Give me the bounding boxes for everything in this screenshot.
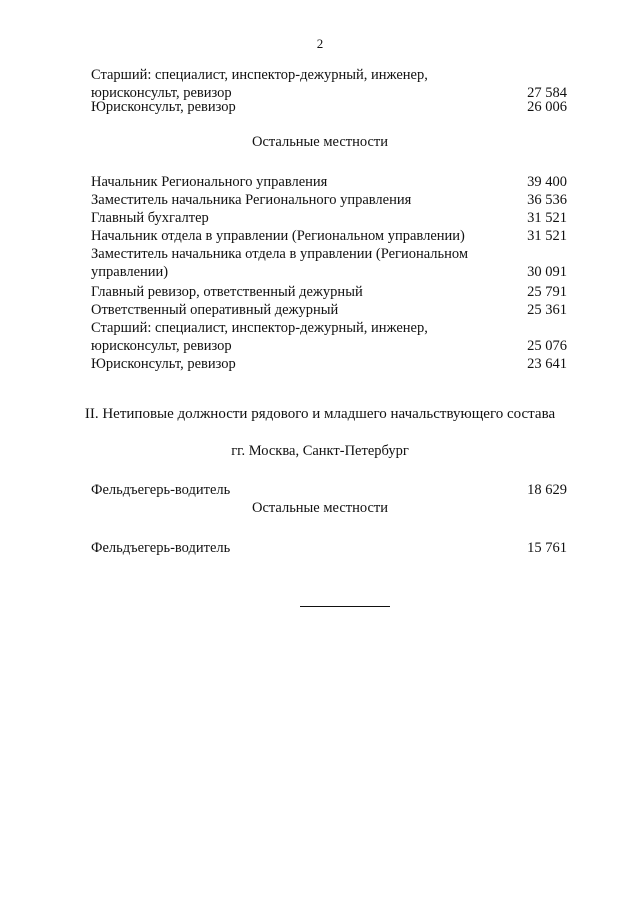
salary-value: 23 641 (527, 356, 567, 372)
salary-value: 25 361 (527, 302, 567, 318)
position-name: Заместитель начальника отдела в управлении (Региональном управлении) (91, 246, 469, 280)
end-of-document-rule (300, 606, 390, 607)
position-name: Фельдъегерь-водитель (91, 482, 231, 498)
salary-row (91, 539, 567, 557)
salary-value: 25 076 (527, 338, 567, 354)
region-heading: гг. Москва, Санкт-Петербург (231, 443, 409, 459)
position-name: Старший: специалист, инспектор-дежурный, инженер, юрисконсульт, ревизор (91, 67, 428, 101)
salary-value: 36 536 (527, 192, 567, 208)
position-name: Главный ревизор, ответственный дежурный (91, 284, 363, 300)
salary-row (91, 319, 567, 355)
salary-value: 27 584 (527, 85, 567, 101)
salary-value: 26 006 (527, 99, 567, 115)
position-name: Фельдъегерь-водитель (91, 540, 231, 556)
salary-row (91, 66, 567, 102)
salary-row (91, 301, 567, 319)
salary-row (91, 209, 567, 227)
position-name: Заместитель начальника Регионального управления (91, 192, 412, 208)
salary-row (91, 98, 567, 116)
position-name: Главный бухгалтер (91, 210, 209, 226)
salary-row (91, 481, 567, 499)
position-name: Старший: специалист, инспектор-дежурный, инженер, юрисконсульт, ревизор (91, 320, 428, 354)
salary-value: 18 629 (527, 482, 567, 498)
salary-row (91, 283, 567, 301)
salary-value: 31 521 (527, 228, 567, 244)
position-name: Ответственный оперативный дежурный (91, 302, 339, 318)
salary-row (91, 355, 567, 373)
region-heading: Остальные местности (251, 134, 389, 150)
position-name: Юрисконсульт, ревизор (91, 99, 236, 115)
page-number: 2 (316, 36, 324, 51)
position-name: Начальник Регионального управления (91, 174, 328, 190)
salary-row (91, 191, 567, 209)
position-name: Юрисконсульт, ревизор (91, 356, 236, 372)
salary-row (91, 227, 567, 245)
salary-value: 31 521 (527, 210, 567, 226)
salary-value: 15 761 (527, 540, 567, 556)
salary-value: 30 091 (527, 264, 567, 280)
position-name: Начальник отдела в управлении (Региональном управлении) (91, 228, 465, 244)
section-title: II. Нетиповые должности рядового и младшего начальствующего состава (84, 406, 556, 422)
salary-row (91, 245, 567, 281)
salary-value: 25 791 (527, 284, 567, 300)
region-heading: Остальные местности (251, 500, 389, 516)
salary-value: 39 400 (527, 174, 567, 190)
salary-row (91, 173, 567, 191)
